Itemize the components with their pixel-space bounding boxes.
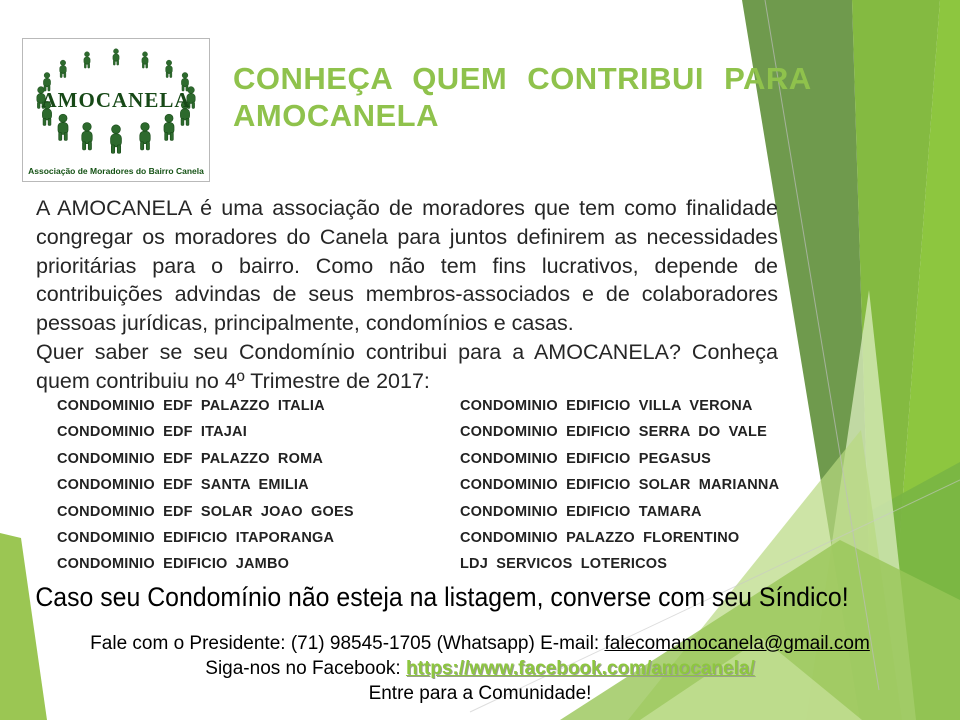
- amocanela-logo: [22, 38, 210, 182]
- list-item: CONDOMINIO EDIFICIO SOLAR MARIANNA: [460, 477, 780, 494]
- contributors-right-column: [460, 393, 779, 578]
- notice-text: Caso seu Condomínio não esteja na listagem, converse com seu Síndico!: [35, 582, 849, 612]
- notice-banner: [0, 582, 875, 613]
- contributors-left-column: [57, 393, 460, 578]
- logo-caption: Associação de Moradores do Bairro Canela: [28, 166, 204, 176]
- list-item: CONDOMINIO EDF PALAZZO ITALIA: [57, 398, 325, 414]
- contact-phone-label: Fale com o Presidente: (71) 98545-1705 (Whatsapp) E-mail:: [90, 633, 605, 654]
- contact-facebook-label: Siga-nos no Facebook:: [205, 658, 406, 679]
- page-title: [233, 60, 812, 134]
- list-item: CONDOMINIO EDIFICIO PEGASUS: [460, 450, 712, 467]
- contact-block: [0, 631, 960, 706]
- list-item: CONDOMINIO EDF SANTA EMILIA: [57, 477, 309, 494]
- list-item: CONDOMINIO EDF ITAJAI: [57, 424, 247, 441]
- intro-paragraph: A AMOCANELA é uma associação de moradores que tem como finalidade congregar os moradores do Canela para juntos definirem as necessidades prioritárias para o bairro. Como não tem fins lucrativos, depende de contribuições advindas de seus membros-associados e de colaboradores pessoas jurídicas, principalmente, condomínios e casas.: [36, 196, 778, 336]
- title-line-2: AMOCANELA: [233, 98, 439, 133]
- contributors-list: [57, 393, 817, 578]
- list-item: LDJ SERVICOS LOTERICOS: [460, 556, 668, 573]
- list-item: CONDOMINIO EDIFICIO VILLA VERONA: [460, 398, 753, 414]
- title-line-1: CONHEÇA QUEM CONTRIBUI PARA: [233, 61, 812, 96]
- intro-question: Quer saber se seu Condomínio contribui para a AMOCANELA? Conheça quem contribuiu no 4º Trimestre de 2017:: [36, 339, 778, 393]
- list-item: CONDOMINIO PALAZZO FLORENTINO: [460, 530, 740, 547]
- intro-block: [36, 194, 778, 396]
- list-item: CONDOMINIO EDF PALAZZO ROMA: [57, 450, 324, 467]
- people-circle-graphic: [23, 39, 209, 181]
- logo-wordmark: AMOCANELA: [41, 88, 191, 112]
- list-item: CONDOMINIO EDIFICIO JAMBO: [57, 556, 290, 573]
- list-item: CONDOMINIO EDIFICIO TAMARA: [460, 503, 702, 520]
- list-item: CONDOMINIO EDIFICIO ITAPORANGA: [57, 530, 335, 547]
- facebook-link[interactable]: https://www.facebook.com/amocanela/: [405, 658, 755, 679]
- contact-closing-line: Entre para a Comunidade!: [368, 683, 592, 704]
- list-item: CONDOMINIO EDF SOLAR JOAO GOES: [57, 503, 354, 520]
- email-link[interactable]: falecomamocanela@gmail.com: [604, 633, 870, 654]
- list-item: CONDOMINIO EDIFICIO SERRA DO VALE: [460, 424, 767, 441]
- contact-facebook-line: [0, 656, 960, 681]
- contact-phone-line: [0, 631, 960, 656]
